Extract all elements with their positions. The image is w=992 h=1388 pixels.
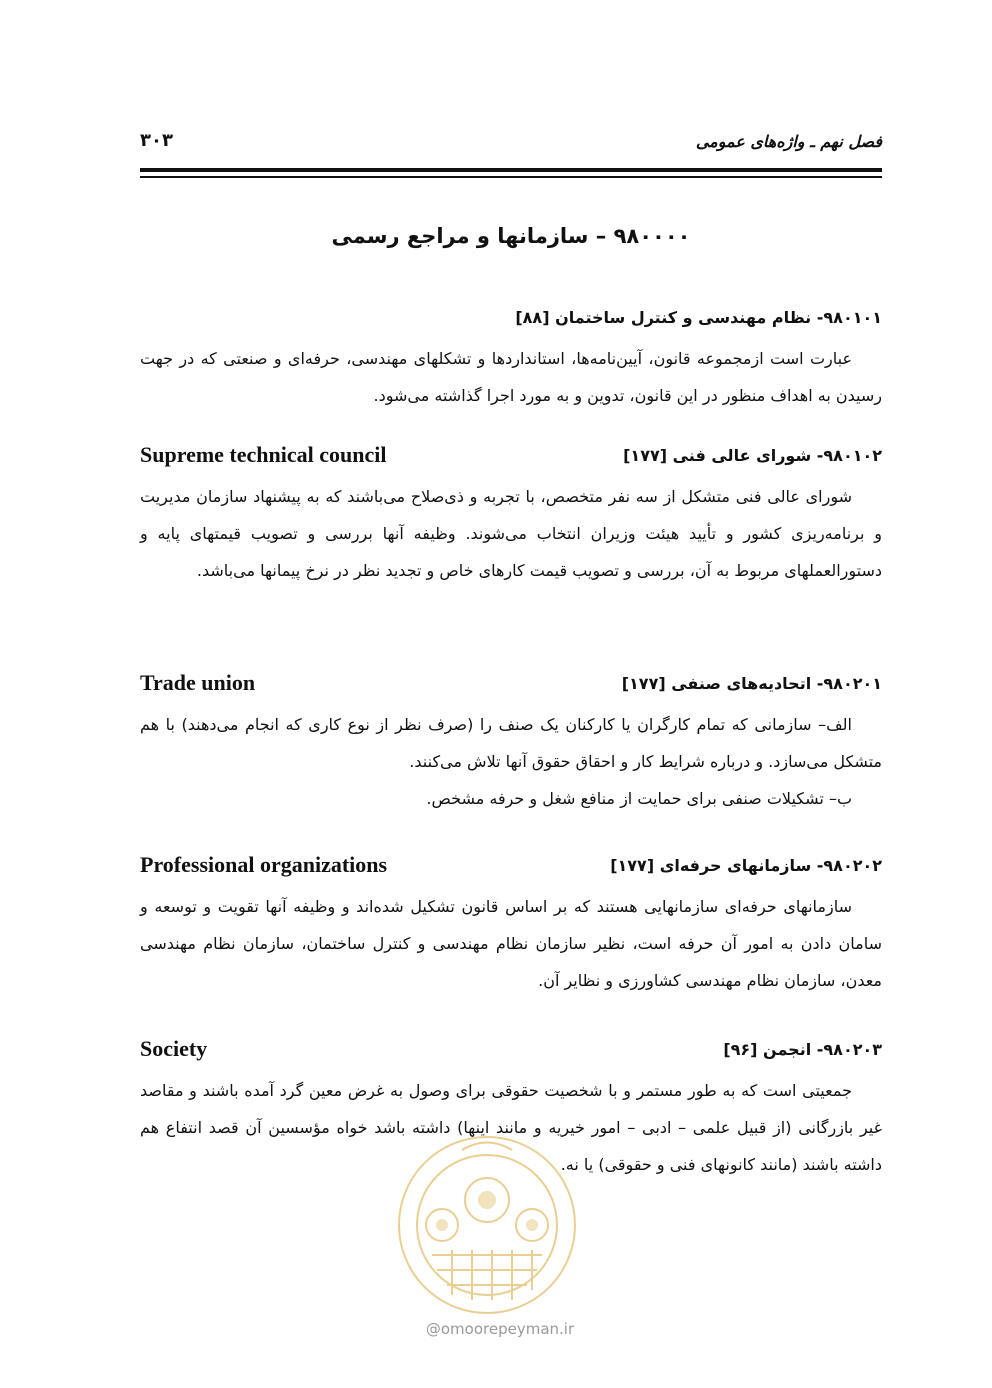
entry-title-en: Society [140, 1036, 208, 1061]
entry-title-en: Supreme technical council [140, 442, 387, 467]
watermark-site: @omoorepeyman.ir [425, 1320, 575, 1338]
entry-heading [140, 670, 882, 706]
section-title: ۹۸۰۰۰۰ – سازمانها و مراجع رسمی [331, 224, 691, 248]
header-rule-thick [140, 168, 882, 172]
at-icon: @ [425, 1320, 441, 1338]
entry-heading [140, 442, 882, 478]
entry-title-fa: ۹۸۰۲۰۳- انجمن [۹۶] [723, 1040, 882, 1059]
entry-paragraph: جمعیتی است که به طور مستمر و با شخصیت حقوقی برای وصول به غرض معین گرد آمده باشند و مقاصد غیر بازرگانی (از قبیل علمی – ادبی – امور خیریه و مانند اینها) داشته باشد خواه مؤسسین آن قصد انتفاع هم داشته باشند (مانند کانونهای فنی و حقوقی) یا نه. [140, 1081, 882, 1174]
entry-title-fa: ۹۸۰۲۰۲- سازمانهای حرفه‌ای [۱۷۷] [610, 856, 882, 875]
entry-980102 [140, 442, 882, 589]
chapter-title: فصل نهم ـ واژه‌های عمومی [695, 132, 882, 151]
entry-paragraph: سازمانهای حرفه‌ای سازمانهایی هستند که بر اساس قانون تشکیل شده‌اند و وظیفه آنها تقویت و توسعه و سامان دادن به امور آن حرفه است، نظیر سازمان نظام مهندسی و کنترل ساختمان، سازمان نظام مهندسی معدن، سازمان نظام مهندسی کشاورزی و نظایر آن. [140, 897, 882, 990]
entry-980202 [140, 852, 882, 999]
entry-980201 [140, 670, 882, 817]
page-number: ۳۰۳ [140, 130, 173, 151]
entry-title-fa: ۹۸۰۲۰۱- اتحادیه‌های صنفی [۱۷۷] [621, 674, 882, 693]
entry-title-en: Professional organizations [140, 852, 388, 877]
entry-paragraph: عبارت است ازمجموعه قانون، آیین‌نامه‌ها، استانداردها و تشکلهای مهندسی، حرفه‌ای و صنعتی که در جهت رسیدن به اهداف منظور در این قانون، تدوین و به مورد اجرا گذاشته می‌شود. [140, 349, 882, 405]
entry-paragraph: الف– سازمانی که تمام کارگران یا کارکنان یک صنف را (صرف نظر از نوع کاری که انجام می‌دهند) با هم متشکل می‌سازد. و درباره شرایط کار و احقاق حقوق آنها تلاش می‌کنند. [140, 715, 882, 771]
entry-980101 [140, 308, 882, 414]
entry-heading [140, 308, 882, 340]
page-header [140, 128, 882, 168]
entry-title-fa: ۹۸۰۱۰۱- نظام مهندسی و کنترل ساختمان [۸۸] [515, 308, 882, 327]
entry-title-en: Trade union [140, 670, 256, 695]
watermark-logo [392, 1130, 582, 1320]
entry-paragraph: ب– تشکیلات صنفی برای حمایت از منافع شغل و حرفه مشخص. [426, 789, 852, 808]
entry-heading [140, 852, 882, 888]
entry-heading [140, 1036, 882, 1072]
entry-title-fa: ۹۸۰۱۰۲- شورای عالی فنی [۱۷۷] [623, 446, 882, 465]
entry-paragraph: شورای عالی فنی متشکل از سه نفر متخصص، با تجربه و ذی‌صلاح می‌باشند که به پیشنهاد سازمان مدیریت و برنامه‌ریزی کشور و تأیید هیئت وزیران انتخاب می‌شوند. وظیفه آنها بررسی و تصویب قیمتهای پایه و دستورالعملهای مربوط به آن، بررسی و تصویب قیمت کارهای خاص و تجدید نظر در نرخ پیمانها می‌باشد. [140, 487, 882, 580]
header-rule-thin [140, 176, 882, 178]
